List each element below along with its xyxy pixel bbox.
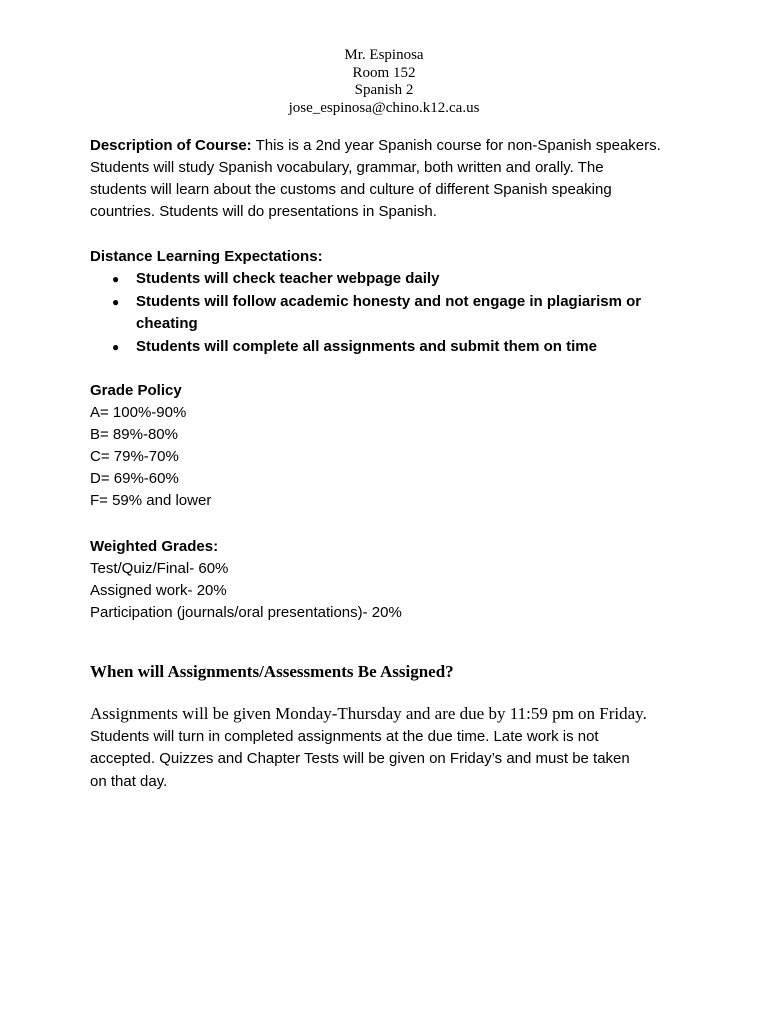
bullet-icon: ● (112, 272, 120, 286)
list-item-text: Students will check teacher webpage daily (136, 270, 440, 287)
grade-item: D= 69%-60% (90, 470, 179, 487)
teacher-name: Mr. Espinosa (344, 47, 424, 63)
weight-item: Test/Quiz/Final- 60% (90, 560, 229, 577)
distance-learning-heading: Distance Learning Expectations: (90, 248, 323, 265)
grade-policy-section (90, 380, 700, 512)
description-line: countries. Students will do presentations in Spanish. (90, 203, 437, 220)
list-item (90, 336, 700, 359)
list-item (90, 268, 700, 291)
expectations-list (90, 268, 700, 358)
teacher-email: jose_espinosa@chino.k12.ca.us (288, 99, 480, 116)
course-description (90, 135, 700, 223)
weight-item: Assigned work- 20% (90, 582, 227, 599)
weighted-grades-heading: Weighted Grades: (90, 538, 219, 555)
description-line: Students will study Spanish vocabulary, grammar, both written and orally. The (90, 159, 604, 176)
assignments-section (90, 703, 700, 793)
list-item-text: cheating (136, 315, 198, 332)
list-item-text: Students will follow academic honesty and not engage in plagiarism or (136, 292, 642, 310)
description-label: Description of Course: (90, 137, 252, 154)
grade-item: C= 79%-70% (90, 448, 179, 465)
description-line: students will learn about the customs and culture of different Spanish speaking (90, 181, 612, 198)
assignments-line: Students will turn in completed assignments at the due time. Late work is not (90, 727, 599, 745)
weighted-grades-section (90, 536, 700, 624)
grade-item: A= 100%-90% (90, 404, 187, 421)
list-item-text: Students will complete all assignments and submit them on time (136, 337, 597, 355)
assignments-first-line: Assignments will be given Monday-Thursday and are due by 11:59 pm on Friday. (90, 704, 647, 723)
grade-policy-heading: Grade Policy (90, 382, 182, 399)
description-line: This is a 2nd year Spanish course for non-Spanish speakers. (251, 137, 661, 154)
weight-item: Participation (journals/oral presentations)- 20% (90, 604, 402, 621)
bullet-icon: ● (112, 339, 120, 354)
list-item (90, 291, 700, 336)
description-first-line (90, 135, 700, 157)
room-number: Room 152 (352, 64, 416, 81)
grade-item: F= 59% and lower (90, 492, 212, 509)
course-name: Spanish 2 (354, 82, 414, 98)
document-header (0, 47, 768, 117)
assignments-line: accepted. Quizzes and Chapter Tests will be given on Friday’s and must be taken (90, 750, 630, 767)
assignments-line: on that day. (90, 772, 168, 790)
assignments-heading: When will Assignments/Assessments Be Assigned? (90, 662, 454, 681)
grade-item: B= 89%-80% (90, 426, 178, 443)
bullet-icon: ● (112, 294, 120, 309)
